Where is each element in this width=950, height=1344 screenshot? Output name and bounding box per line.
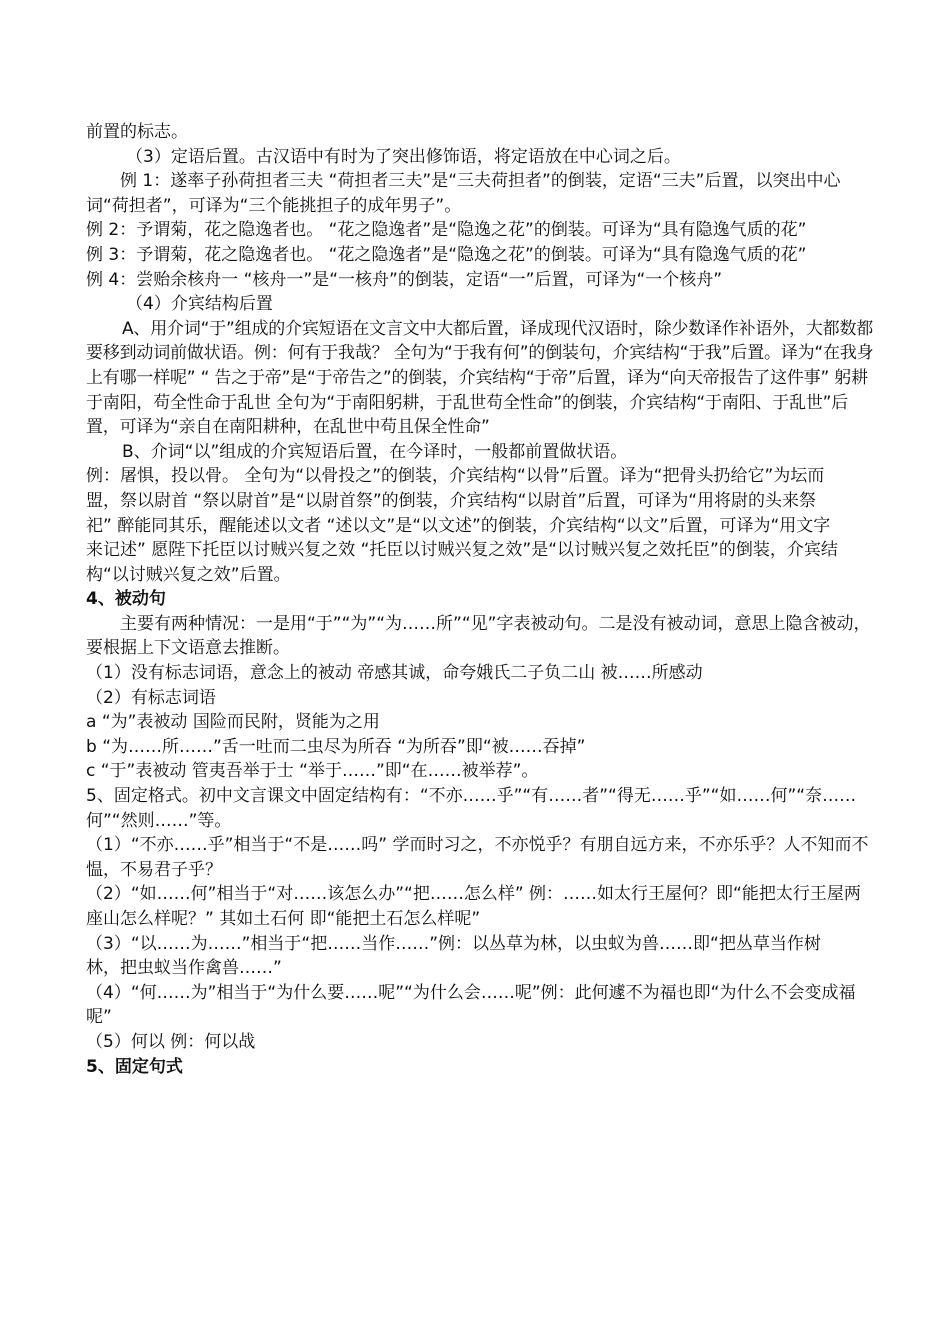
paragraph: （1）没有标志词语，意念上的被动 帝感其诚，命夸娥氏二子负二山 被……所感动 xyxy=(86,663,703,684)
paragraph: 例 2：予谓菊，花之隐逸者也。 “花之隐逸者”是“隐逸之花”的倒装。可译为“具有隐逸气质的花” xyxy=(86,220,807,241)
paragraph: 例 3：予谓菊，花之隐逸者也。 “花之隐逸者”是“隐逸之花”的倒装。可译为“具有隐逸气质的花” xyxy=(86,244,807,265)
paragraph: a “为”表被动 国险而民附，贤能为之用 xyxy=(86,712,380,733)
paragraph: （3）定语后置。古汉语中有时为了突出修饰语，将定语放在中心词之后。 xyxy=(126,146,681,167)
paragraph: （4）介宾结构后置 xyxy=(126,294,273,315)
paragraph: （2）有标志词语 xyxy=(86,687,216,708)
paragraph: b “为……所……”舌一吐而二虫尽为所吞 “为所吞”即“被……吞掉” xyxy=(86,736,586,757)
paragraph: （4）“何……为”相当于“为什么要……呢”“为什么会……呢”例：此何遽不为福也即“为什么不会变成福呢” xyxy=(86,982,856,1028)
paragraph: B、介词“以”组成的介宾短语后置，在今译时，一般都前置做状语。 xyxy=(122,441,628,462)
paragraph: （1）“不亦……乎”相当于“不是……吗” 学而时习之，不亦悦乎？有朋自远方来，不亦乐乎？人不知而不愠，不易君子乎？ xyxy=(86,835,869,880)
paragraph: 例：屠惧，投以骨。 全句为“以骨投之”的倒装，介宾结构“以骨”后置。译为“把骨头扔给它”为坛而盟，祭以尉首 “祭以尉首”是“以尉首祭”的倒装，介宾结构“以尉首”后置，可译为“用将尉的头来祭祀” 醉能同其乐，醒能述以文者 “述以文”是“以文述”的倒装，介宾结构“以文”后置，可译为“用文字来记述” 愿陛下托臣以讨贼兴复之效 “托臣以讨贼兴复之效”是“以讨贼兴复之效托臣”的倒装，介宾结构“以讨贼兴复之效”后置。 xyxy=(86,466,838,585)
paragraph: A、用介词“于”组成的介宾短语在文言文中大都后置，译成现代汉语时，除少数译作补语外，大都数都要移到动词前做状语。例：何有于我哉？ 全句为“于我有何”的倒装句，介宾结构“于我”后置。译为“在我身上有哪一样呢” “ 告之于帝”是“于帝告之”的倒装，介宾结构“于帝”后置，译为“向天帝报告了这件事” 躬耕于南阳，苟全性命于乱世 全句为“于南阳躬耕，于乱世苟全性命”的倒装，介宾结构“于南阳、于乱世”后置，可译为“亲自在南阳耕种，在乱世中苟且保全性命” xyxy=(86,318,874,438)
section-heading: 4、被动句 xyxy=(86,589,166,610)
paragraph: （2）“如……何”相当于“对……该怎么办”“把……怎么样” 例：……如太行王屋何？即“能把太行王屋两座山怎么样呢？” 其如土石何 即“能把土石怎么样呢” xyxy=(86,884,861,929)
section-heading: 5、固定句式 xyxy=(86,1056,183,1077)
document-page xyxy=(86,120,876,1079)
paragraph: c “于”表被动 管夷吾举于士 “举于……”即“在……被举荐”。 xyxy=(86,761,539,782)
paragraph: 主要有两种情况：一是用“于”“为”“为……所”“见”字表被动句。二是没有被动词，意思上隐含被动，要根据上下文语意去推断。 xyxy=(86,613,871,659)
paragraph: （3）“以……为……”相当于“把……当作……”例：以丛草为林，以虫蚁为兽……即“把丛草当作树林，把虫蚁当作禽兽……” xyxy=(86,933,821,979)
paragraph: 5、固定格式。初中文言课文中固定结构有：“不亦……乎”“有……者”“得无……乎”“如……何”“奈……何”“然则……”等。 xyxy=(86,786,857,831)
paragraph: （5）何以 例：何以战 xyxy=(86,1031,256,1052)
paragraph: 例 4：尝贻余核舟一 “核舟一”是“一核舟”的倒装，定语“一”后置，可译为“一个核舟” xyxy=(86,269,723,290)
paragraph: 前置的标志。 xyxy=(86,122,188,142)
paragraph: 例 1：遂率子孙荷担者三夫 “荷担者三夫”是“三夫荷担者”的倒装，定语“三夫”后置，以突出中心词“荷担者”，可译为“三个能挑担子的成年男子”。 xyxy=(86,171,841,216)
